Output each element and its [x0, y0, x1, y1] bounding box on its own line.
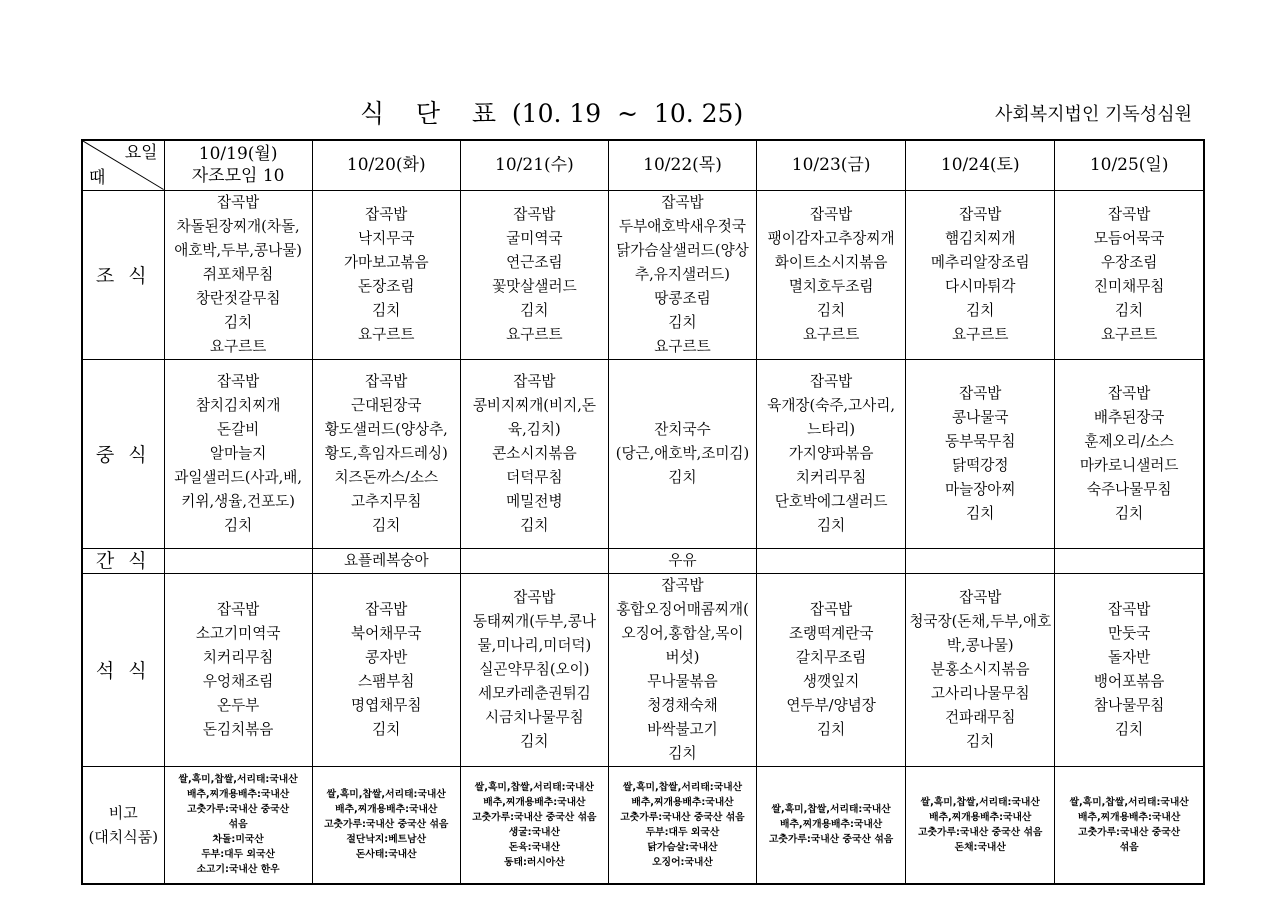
menu-item: 메추리알장조림	[930, 253, 1030, 271]
origin-note-line: 쌀,흑미,찹쌀,서리태:국내산	[178, 774, 298, 786]
menu-item: 추,유지샐러드)	[635, 265, 730, 283]
origin-note-line: 쌀,흑미,찹쌀,서리태:국내산	[474, 781, 594, 793]
menu-item: 요구르트	[209, 337, 267, 355]
day-header-fri	[757, 140, 906, 190]
menu-item: 스팸부침	[358, 672, 415, 690]
snack-menu-cell	[608, 548, 756, 573]
menu-item: 우장조림	[1100, 253, 1158, 271]
breakfast-menu-cell	[608, 190, 756, 359]
menu-item: 김치	[372, 301, 401, 319]
lunch-label: 중 식	[82, 359, 164, 548]
dinner-label: 석 식	[82, 573, 164, 766]
menu-item: 김치	[817, 301, 846, 319]
origin-note-line: 고춧가루:국내산 중국산 섞음	[620, 811, 745, 823]
menu-item: 잡곡밥	[216, 600, 260, 618]
origin-note-cell	[312, 766, 460, 884]
menu-item: 돈김치볶음	[202, 720, 274, 738]
menu-item: 팽이감자고추장찌개	[767, 229, 895, 247]
menu-item: 잡곡밥	[1108, 384, 1151, 402]
snack-menu-cell	[906, 548, 1055, 573]
menu-item: 시금치나물무침	[485, 708, 584, 726]
menu-item: 훈제오리/소스	[1084, 432, 1174, 450]
menu-item: 황도샐러드(양상추,	[324, 420, 448, 438]
dinner-menu-cell	[608, 573, 756, 766]
menu-item: 잡곡밥	[365, 372, 408, 390]
menu-item: 잔치국수	[654, 420, 711, 438]
notes-row	[82, 766, 1204, 884]
menu-item: 고추지무침	[351, 492, 422, 510]
lunch-menu-cell	[312, 359, 460, 548]
menu-item: 우유	[668, 551, 697, 569]
header-row	[82, 140, 1204, 190]
origin-note-line: 쌀,흑미,찹쌀,서리태:국내산	[622, 781, 743, 793]
origin-note-line: 쌀,흑미,찹쌀,서리태:국내산	[771, 804, 891, 816]
lunch-menu-cell	[164, 359, 312, 548]
origin-note-line: 배추,찌개용배추:국내산	[1078, 811, 1181, 823]
menu-item: 알마늘지	[209, 444, 267, 462]
breakfast-menu-cell	[164, 190, 312, 359]
origin-note-line: 돈육:국내산	[508, 841, 560, 853]
menu-item: 가지양파볶음	[788, 444, 874, 462]
menu-item: 고사리나물무침	[930, 684, 1030, 702]
breakfast-label: 조 식	[82, 190, 164, 359]
menu-item: 잡곡밥	[216, 193, 260, 211]
breakfast-menu-cell	[460, 190, 608, 359]
origin-note-line: 배추,찌개용배추:국내산	[631, 796, 734, 808]
origin-note-line: 배추,찌개용배추:국내산	[483, 796, 586, 808]
menu-item: 김치	[966, 301, 995, 319]
menu-item: 청경채숙채	[647, 696, 718, 714]
menu-item: 콘소시지볶음	[492, 444, 577, 462]
menu-item: 마카로니샐러드	[1079, 456, 1179, 474]
origin-note-line: 쌀,흑미,찹쌀,서리태:국내산	[326, 789, 446, 801]
day-header-sun	[1055, 140, 1204, 190]
breakfast-menu-cell	[906, 190, 1055, 359]
menu-item: 잡곡밥	[661, 193, 704, 211]
menu-item: 닭가슴살샐러드(양상	[616, 241, 749, 259]
origin-note-line: 생굴:국내산	[508, 826, 560, 838]
day-header-line: 10/19(월)	[198, 144, 278, 165]
menu-item: 요플레복숭아	[343, 551, 429, 569]
menu-item: 육,김치)	[508, 420, 561, 438]
menu-item: 메밀전병	[506, 492, 563, 510]
menu-table	[81, 139, 1205, 885]
menu-item: 요구르트	[802, 325, 860, 343]
dinner-menu-cell	[312, 573, 460, 766]
menu-item: 조랭떡계란국	[788, 624, 874, 642]
menu-item: 김치	[668, 744, 697, 762]
notes-label	[82, 766, 164, 884]
origin-note-line: 배추,찌개용배추:국내산	[779, 819, 883, 831]
menu-item: 잡곡밥	[809, 600, 853, 618]
day-header-line: 10/23(금)	[791, 155, 871, 176]
origin-note-cell	[757, 766, 906, 884]
menu-item: 소고기미역국	[195, 624, 281, 642]
menu-item: 돈갈비	[216, 420, 260, 438]
day-header-line: 자조모임 10	[191, 166, 285, 187]
snack-menu-cell	[460, 548, 608, 573]
menu-item: 연두부/양념장	[786, 696, 876, 714]
menu-item: 콩비지찌개(비지,돈	[472, 396, 596, 414]
menu-item: 치커리무침	[202, 648, 274, 666]
lunch-menu-cell	[906, 359, 1055, 548]
menu-item: 근대된장국	[351, 396, 422, 414]
dinner-menu-cell	[164, 573, 312, 766]
menu-item: 북어채무국	[351, 624, 422, 642]
menu-item: 뱅어포볶음	[1093, 672, 1165, 690]
menu-item: 애호박,두부,콩나물)	[174, 241, 302, 259]
menu-item: 잡곡밥	[513, 588, 556, 606]
menu-item: 김치	[817, 516, 846, 534]
lunch-menu-cell	[608, 359, 756, 548]
menu-item: 가마보고볶음	[343, 253, 429, 271]
snack-row	[82, 548, 1204, 573]
menu-item: 김치	[224, 313, 253, 331]
menu-item: 요구르트	[506, 325, 563, 343]
origin-note-line: 배추,찌개용배추:국내산	[186, 789, 290, 801]
lunch-menu-cell	[1055, 359, 1204, 548]
corner-cell	[82, 140, 164, 190]
menu-item: 갈치무조림	[795, 648, 867, 666]
menu-item: 낙지무국	[358, 229, 415, 247]
menu-item: 콩자반	[365, 648, 408, 666]
menu-item: 온두부	[216, 696, 260, 714]
menu-item: 박,콩나물)	[946, 636, 1014, 654]
origin-note-line: 두부:대두 외국산	[201, 849, 275, 861]
menu-item: 실곤약무침(오이)	[479, 660, 590, 678]
menu-item: 잡곡밥	[809, 205, 853, 223]
menu-item: 잡곡밥	[365, 600, 408, 618]
menu-item: 동태찌개(두부,콩나	[472, 612, 596, 630]
menu-item: 김치	[966, 732, 995, 750]
corner-meal-label: 때	[89, 167, 106, 188]
dinner-menu-cell	[906, 573, 1055, 766]
menu-item: (당근,애호박,조미김)	[615, 444, 750, 462]
menu-item: 우엉채조림	[202, 672, 274, 690]
origin-note-line: 섞음	[228, 819, 248, 831]
notes-label-line: 비고	[108, 803, 138, 822]
lunch-menu-cell	[460, 359, 608, 548]
menu-item: 창란젓갈무침	[195, 289, 281, 307]
menu-item: 쥐포채무침	[202, 265, 274, 283]
menu-item: 황도,흑임자드레싱)	[324, 444, 448, 462]
menu-item: 꽃맛살샐러드	[492, 277, 577, 295]
origin-note-cell	[164, 766, 312, 884]
menu-item: 동부묵무침	[945, 432, 1016, 450]
menu-item: 차돌된장찌개(차돌,	[176, 217, 300, 235]
menu-item: 잡곡밥	[959, 384, 1002, 402]
menu-item: 김치	[1115, 720, 1144, 738]
snack-menu-cell	[164, 548, 312, 573]
menu-item: 요구르트	[358, 325, 415, 343]
menu-item: 김치	[817, 720, 846, 738]
origin-note-line: 돈채:국내산	[954, 841, 1006, 853]
origin-note-line: 오징어:국내산	[652, 856, 713, 868]
snack-menu-cell	[757, 548, 906, 573]
menu-item: 김치	[372, 720, 401, 738]
origin-note-cell	[608, 766, 756, 884]
day-header-line: 10/20(화)	[346, 155, 426, 176]
menu-item: 굴미역국	[506, 229, 563, 247]
day-header-tue	[312, 140, 460, 190]
origin-note-line: 차돌:미국산	[212, 834, 264, 846]
menu-item: 바싹불고기	[647, 720, 718, 738]
menu-item: 잡곡밥	[809, 372, 853, 390]
organization-name: 사회복지법인 기독성심원	[995, 104, 1192, 125]
snack-label: 간 식	[82, 548, 164, 573]
menu-item: 김치	[1115, 301, 1144, 319]
breakfast-menu-cell	[1055, 190, 1204, 359]
origin-note-line: 쌀,흑미,찹쌀,서리태:국내산	[1069, 796, 1189, 808]
origin-note-line: 닭가슴살:국내산	[647, 841, 718, 853]
menu-item: 세모카레춘권튀김	[477, 684, 591, 702]
origin-note-line: 동태:러시아산	[504, 856, 565, 868]
page-title: 식 단 표 (10. 19 ~ 10. 25)	[360, 99, 744, 128]
day-header-thu	[608, 140, 756, 190]
breakfast-menu-cell	[312, 190, 460, 359]
menu-item: 배추된장국	[1093, 408, 1165, 426]
dinner-menu-cell	[757, 573, 906, 766]
origin-note-cell	[460, 766, 608, 884]
breakfast-row	[82, 190, 1204, 359]
origin-note-cell	[1055, 766, 1204, 884]
menu-item: 돈장조림	[358, 277, 415, 295]
menu-item: 잡곡밥	[959, 205, 1002, 223]
menu-item: 김치	[668, 313, 697, 331]
menu-item: 잡곡밥	[661, 576, 704, 594]
menu-item: 잡곡밥	[216, 372, 260, 390]
menu-item: 멸치호두조림	[788, 277, 874, 295]
origin-note-line: 소고기:국내산 한우	[196, 864, 280, 876]
menu-item: 참치김치찌개	[195, 396, 281, 414]
menu-item: 치즈돈까스/소스	[334, 468, 439, 486]
menu-item: 요구르트	[654, 337, 711, 355]
menu-item: 김치	[520, 516, 549, 534]
day-header-line: 10/25(일)	[1089, 155, 1169, 176]
corner-day-label: 요일	[124, 143, 158, 163]
day-header-mon	[164, 140, 312, 190]
menu-item: 참나물무침	[1093, 696, 1165, 714]
snack-menu-cell	[1055, 548, 1204, 573]
menu-item: 김치	[520, 732, 549, 750]
day-header-line: 10/22(목)	[643, 155, 722, 176]
dinner-menu-cell	[460, 573, 608, 766]
menu-item: 명엽채무침	[351, 696, 422, 714]
menu-item: 화이트소시지볶음	[774, 253, 888, 271]
menu-item: 연근조림	[506, 253, 563, 271]
origin-note-line: 배추,찌개용배추:국내산	[929, 811, 1032, 823]
origin-note-cell	[906, 766, 1055, 884]
menu-item: 단호박에그샐러드	[774, 492, 888, 510]
menu-item: 잡곡밥	[513, 372, 556, 390]
menu-item: 햄김치찌개	[945, 229, 1016, 247]
menu-item: 콩나물국	[952, 408, 1009, 426]
notes-label-line: (대치식품)	[88, 827, 159, 846]
menu-item: 버섯)	[665, 648, 700, 666]
origin-note-line: 고춧가루:국내산 중국산	[1078, 826, 1181, 838]
origin-note-line: 고춧가루:국내산 중국산	[187, 804, 290, 816]
menu-item: 청국장(돈채,두부,애호	[909, 612, 1052, 630]
menu-item: 과일샐러드(사과,배,	[174, 468, 302, 486]
menu-item: 육개장(숙주,고사리,	[767, 396, 895, 414]
menu-item: 잡곡밥	[1108, 600, 1151, 618]
menu-item: 잡곡밥	[365, 205, 408, 223]
origin-note-line: 고춧가루:국내산 중국산 섞음	[768, 834, 894, 846]
day-header-line: 10/21(수)	[495, 155, 574, 176]
day-header-wed	[460, 140, 608, 190]
menu-item: 김치	[520, 301, 549, 319]
menu-item: 분홍소시지볶음	[930, 660, 1030, 678]
origin-note-line: 돈사태:국내산	[355, 849, 417, 861]
origin-note-line: 두부:대두 외국산	[645, 826, 720, 838]
origin-note-line: 쌀,흑미,찹쌀,서리태:국내산	[920, 796, 1040, 808]
menu-item: 물,미나리,미더덕)	[477, 636, 592, 654]
menu-item: 숙주나물무침	[1086, 480, 1172, 498]
breakfast-menu-cell	[757, 190, 906, 359]
menu-item: 잡곡밥	[1108, 205, 1151, 223]
menu-item: 만둣국	[1108, 624, 1151, 642]
day-header-line: 10/24(토)	[940, 155, 1020, 176]
menu-item: 김치	[372, 516, 401, 534]
menu-item: 김치	[224, 516, 253, 534]
menu-item: 두부애호박새우젓국	[619, 217, 746, 235]
lunch-row	[82, 359, 1204, 548]
day-header-sat	[906, 140, 1055, 190]
menu-item: 잡곡밥	[959, 588, 1002, 606]
origin-note-line: 고춧가루:국내산 중국산 섞음	[918, 826, 1043, 838]
menu-item: 무나물볶음	[647, 672, 718, 690]
menu-item: 마늘장아찌	[945, 480, 1016, 498]
origin-note-line: 절단낙지:베트남산	[346, 834, 427, 846]
menu-item: 김치	[966, 504, 995, 522]
menu-item: 홍합오징어매콤찌개(	[616, 600, 749, 618]
menu-item: 김치	[668, 468, 697, 486]
origin-note-line: 고춧가루:국내산 중국산 섞음	[324, 819, 449, 831]
menu-item: 모듬어묵국	[1093, 229, 1165, 247]
menu-item: 오징어,홍합살,목이	[621, 624, 744, 642]
menu-item: 땅콩조림	[654, 289, 711, 307]
menu-item: 다시마튀각	[945, 277, 1016, 295]
menu-item: 치커리무침	[795, 468, 867, 486]
menu-item: 진미채무침	[1093, 277, 1165, 295]
origin-note-line: 섞음	[1119, 841, 1139, 853]
menu-item: 닭떡강정	[952, 456, 1009, 474]
menu-item: 김치	[1115, 504, 1144, 522]
dinner-row	[82, 573, 1204, 766]
menu-item: 느타리)	[807, 420, 856, 438]
menu-item: 생깻잎지	[802, 672, 860, 690]
lunch-menu-cell	[757, 359, 906, 548]
origin-note-line: 고춧가루:국내산 중국산 섞음	[472, 811, 597, 823]
menu-item: 잡곡밥	[513, 205, 556, 223]
menu-item: 요구르트	[1100, 325, 1158, 343]
menu-item: 더덕무침	[506, 468, 563, 486]
snack-menu-cell	[312, 548, 460, 573]
dinner-menu-cell	[1055, 573, 1204, 766]
origin-note-line: 배추,찌개용배추:국내산	[335, 804, 438, 816]
menu-item: 건파래무침	[945, 708, 1016, 726]
menu-item: 키위,생율,건포도)	[181, 492, 295, 510]
menu-item: 요구르트	[952, 325, 1009, 343]
menu-item: 돌자반	[1108, 648, 1151, 666]
